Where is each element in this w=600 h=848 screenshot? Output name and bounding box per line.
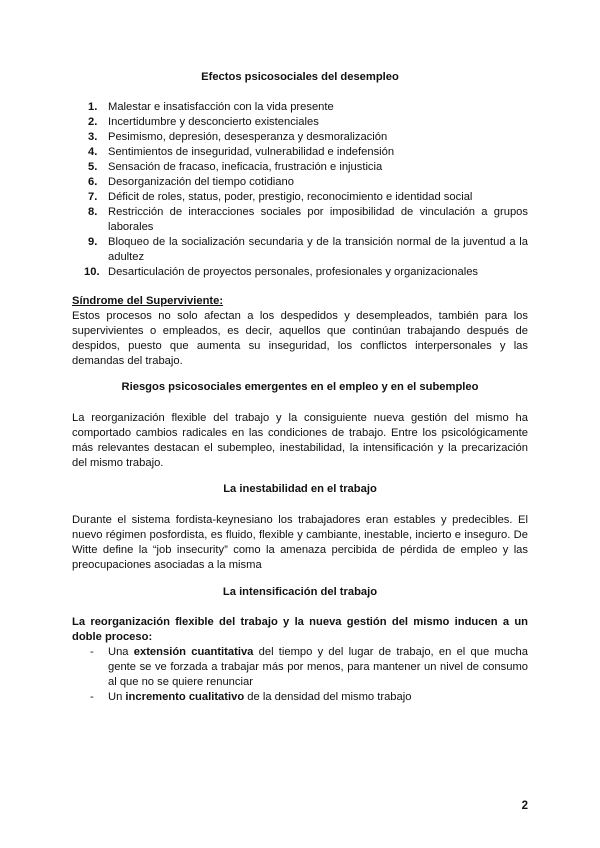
list-item-text: Incertidumbre y desconcierto existenciales xyxy=(108,116,319,128)
list-item xyxy=(72,645,528,690)
list-item xyxy=(72,190,528,205)
list-item xyxy=(72,175,528,190)
list-item-number: 9. xyxy=(88,236,98,248)
list-item-number: 7. xyxy=(88,191,98,203)
intensificacion-bullets xyxy=(72,645,528,705)
superviviente-heading: Síndrome del Superviviente: xyxy=(72,295,224,307)
bullet-text-post: del tiempo y del lugar de trabajo, en el que mucha gente se ve forzada a trabajar más por menos, para mantener un nivel de consumo al que no se quiere renunciar xyxy=(108,646,528,688)
list-item-number: 6. xyxy=(88,176,98,188)
section-title-efectos: Efectos psicosociales del desempleo xyxy=(201,71,399,83)
list-item-text: Déficit de roles, status, poder, prestigio, reconocimiento e identidad social xyxy=(108,191,473,203)
bullet-text-bold: incremento cualitativo xyxy=(125,691,245,703)
list-item xyxy=(72,160,528,175)
section-title-riesgos: Riesgos psicosociales emergentes en el empleo y en el subempleo xyxy=(121,381,479,393)
riesgos-paragraph: La reorganización flexible del trabajo y la consiguiente nueva gestión del mismo ha comportado cambios radicales en las condiciones de trabajo. Entre los psicológicamente más relevantes destacan el subempleo, inestabilidad, la intensificación y la precarización del mismo trabajo. xyxy=(72,412,528,469)
list-item-number: 5. xyxy=(88,161,98,173)
inestabilidad-paragraph: Durante el sistema fordista-keynesiano los trabajadores eran estables y predecibles. El nuevo régimen posfordista, es fluido, flexible y cambiante, inestable, incierto e inseguro. De Witte define la “job insecurity” como la amenaza percibida de pérdida de empleo y las preocupaciones asociadas a la misma xyxy=(72,514,528,571)
intensificacion-lead: La reorganización flexible del trabajo y la nueva gestión del mismo inducen a un doble proceso: xyxy=(72,616,528,643)
list-item-text: Sensación de fracaso, ineficacia, frustración e injusticia xyxy=(108,161,383,173)
list-item xyxy=(72,235,528,265)
page-number: 2 xyxy=(521,800,528,812)
bullet-text-post: de la densidad del mismo trabajo xyxy=(244,691,412,703)
bullet-text-pre: Un xyxy=(108,691,126,703)
section-title-inestabilidad: La inestabilidad en el trabajo xyxy=(223,483,377,495)
list-item-number: 10. xyxy=(84,266,100,278)
list-item xyxy=(72,115,528,130)
dash-bullet: - xyxy=(90,646,94,658)
list-item-number: 3. xyxy=(88,131,98,143)
list-item-number: 8. xyxy=(88,206,98,218)
list-item xyxy=(72,100,528,115)
list-item-number: 2. xyxy=(88,116,98,128)
list-item xyxy=(72,205,528,235)
list-item-text: Bloqueo de la socialización secundaria y de la transición normal de la juventud a la adultez xyxy=(108,236,528,263)
list-item xyxy=(72,145,528,160)
list-item-number: 1. xyxy=(88,101,98,113)
list-item-text: Malestar e insatisfacción con la vida presente xyxy=(108,101,334,113)
list-item xyxy=(72,130,528,145)
bullet-text-pre: Una xyxy=(108,646,134,658)
list-item-text: Sentimientos de inseguridad, vulnerabilidad e indefensión xyxy=(108,146,395,158)
list-item-text: Desarticulación de proyectos personales, profesionales y organizacionales xyxy=(108,266,479,278)
superviviente-paragraph: Estos procesos no solo afectan a los despedidos y desempleados, también para los supervivientes o empleados, es decir, aquellos que continúan trabajando después de despidos, puesto que aumenta su inseguridad, los conflictos interpersonales y las demandas del trabajo. xyxy=(72,310,528,367)
dash-bullet: - xyxy=(90,691,94,703)
list-item-text: Restricción de interacciones sociales por imposibilidad de vinculación a grupos laborales xyxy=(108,206,528,233)
bullet-text-bold: extensión cuantitativa xyxy=(133,646,254,658)
list-item-text: Pesimismo, depresión, desesperanza y desmoralización xyxy=(108,131,388,143)
list-item-number: 4. xyxy=(88,146,98,158)
effects-list xyxy=(72,100,528,280)
section-title-intensificacion: La intensificación del trabajo xyxy=(222,586,378,598)
list-item xyxy=(72,690,528,705)
list-item xyxy=(72,265,528,280)
list-item-text: Desorganización del tiempo cotidiano xyxy=(108,176,294,188)
